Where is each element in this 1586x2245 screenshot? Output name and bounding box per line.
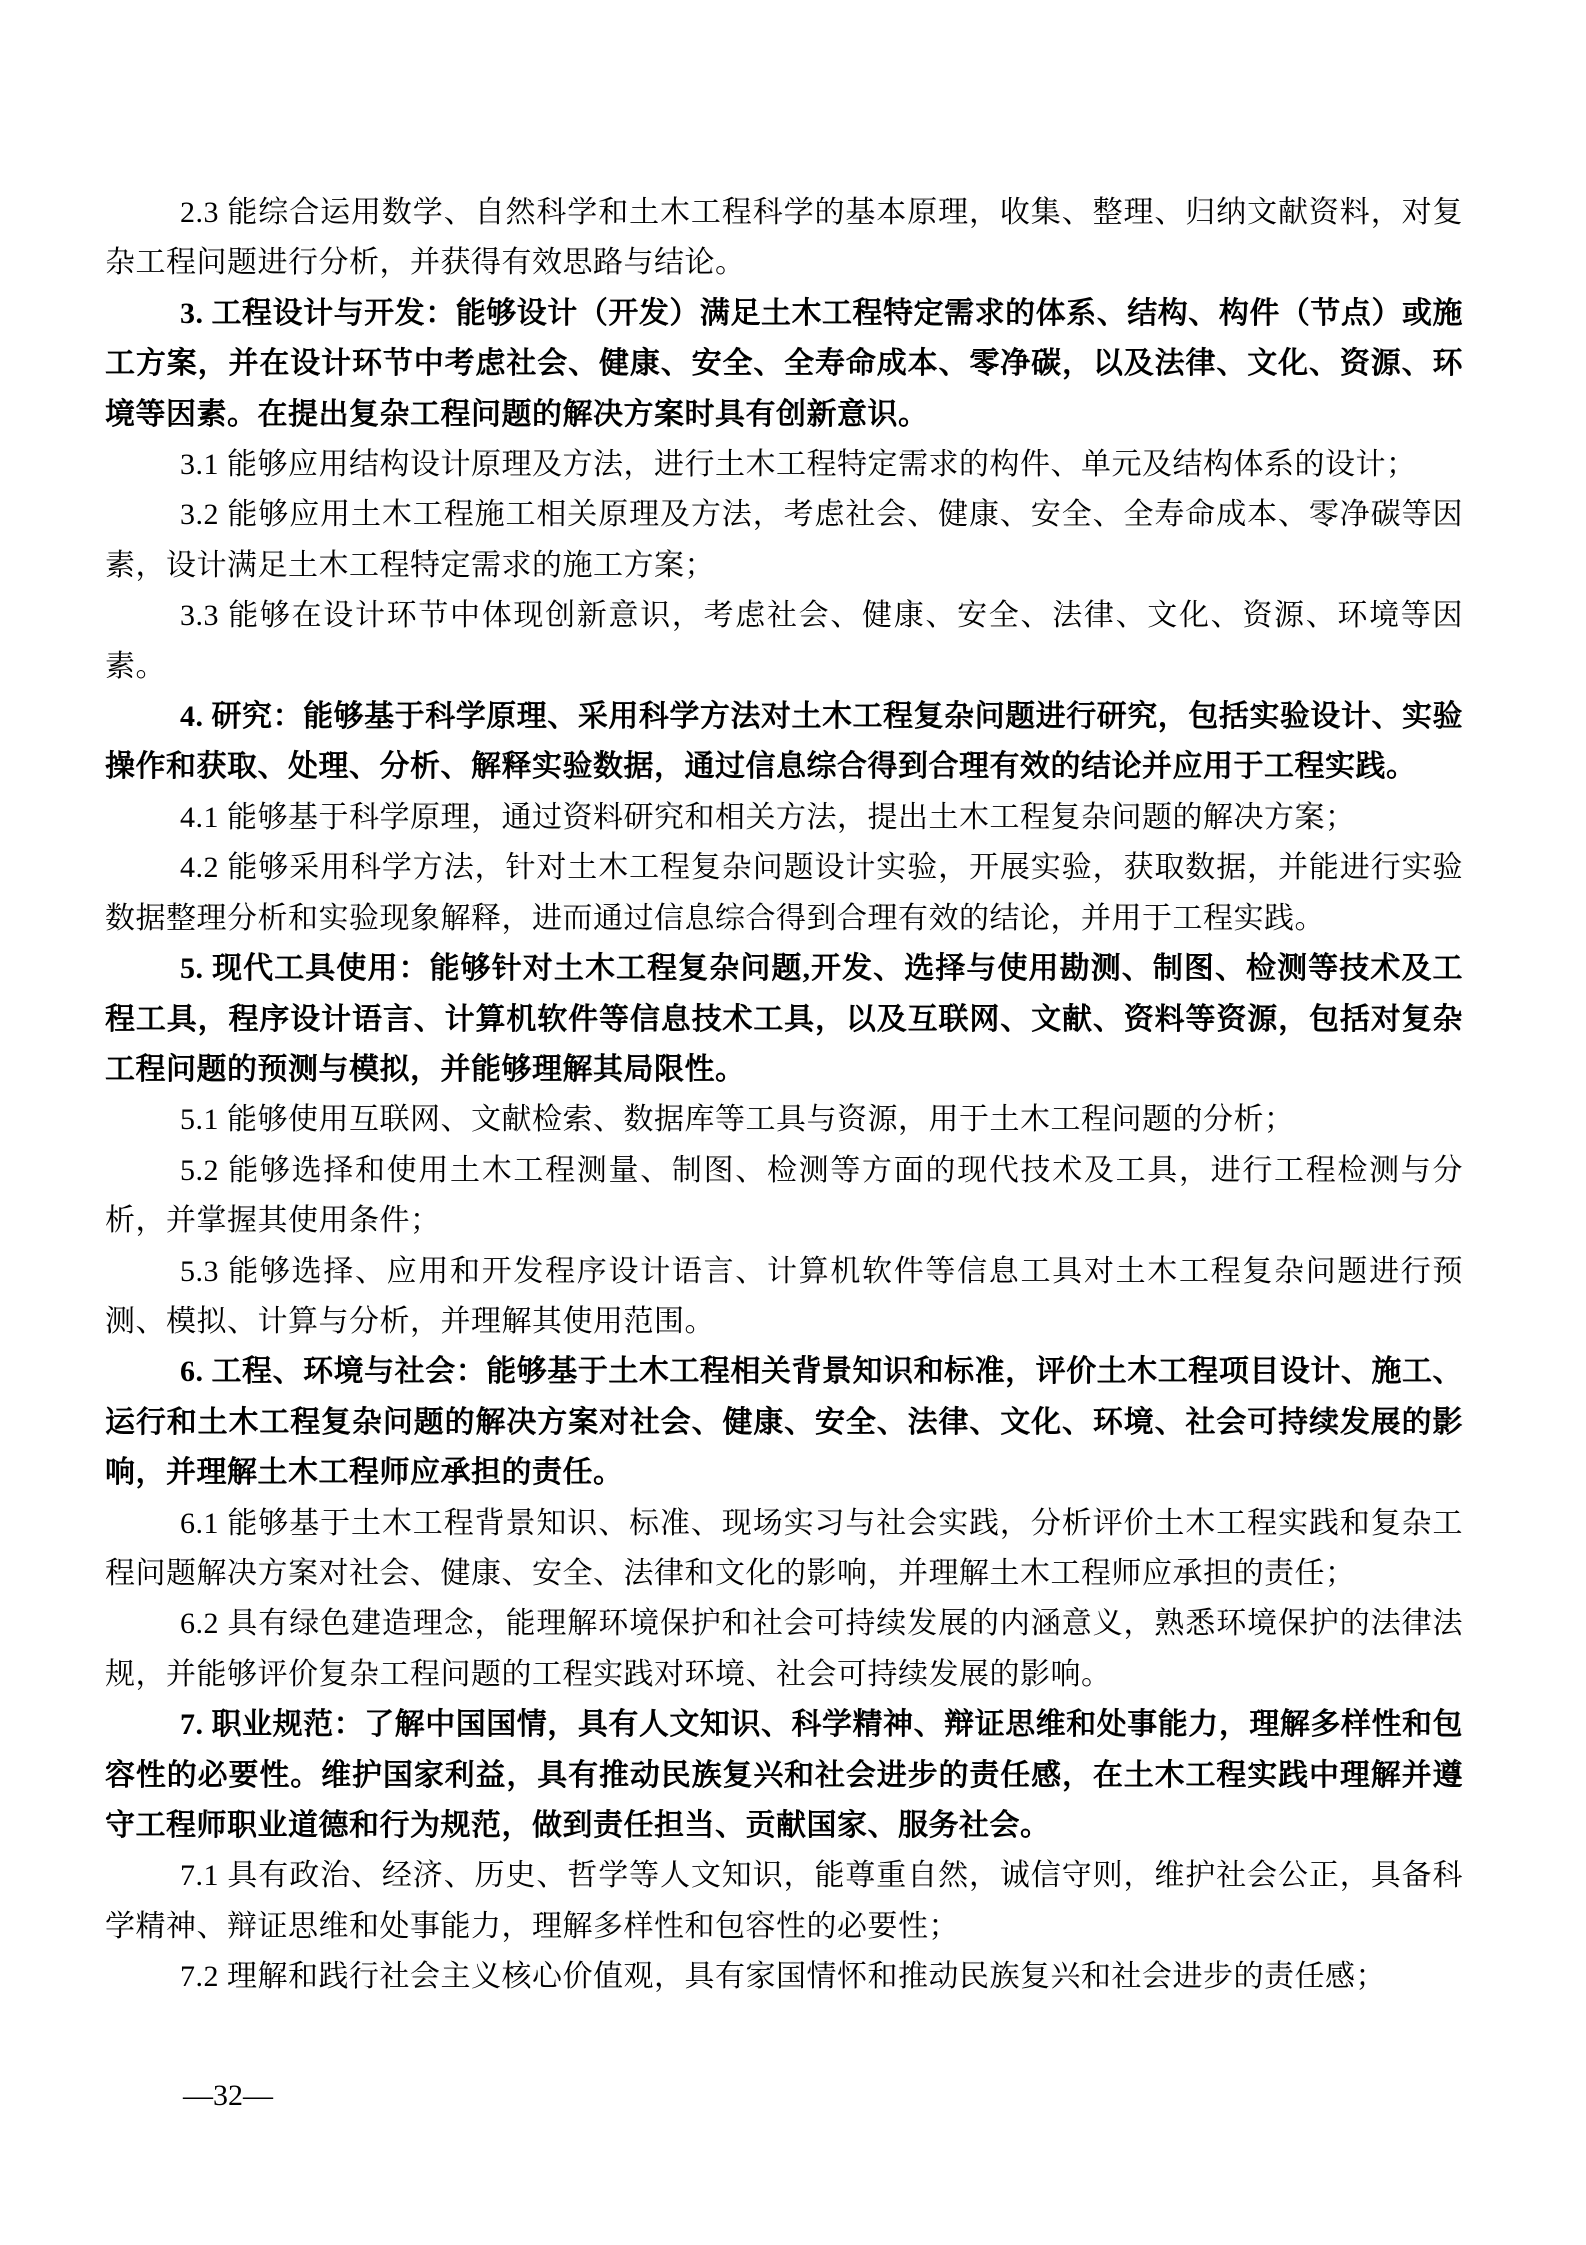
paragraph-3: 3. 工程设计与开发：能够设计（开发）满足土木工程特定需求的体系、结构、构件（节点）或施工方案，并在设计环节中考虑社会、健康、安全、全寿命成本、零净碳，以及法律、文化、资源、环境等因素。在提出复杂工程问题的解决方案时具有创新意识。 <box>105 296 1463 431</box>
paragraph-5-2: 5.2 能够选择和使用土木工程测量、制图、检测等方面的现代技术及工具，进行工程检测与分析，并掌握其使用条件； <box>105 1153 1463 1238</box>
paragraph-5: 5. 现代工具使用：能够针对土木工程复杂问题,开发、选择与使用勘测、制图、检测等技术及工程工具，程序设计语言、计算机软件等信息技术工具，以及互联网、文献、资料等资源，包括对复杂工程问题的预测与模拟，并能够理解其局限性。 <box>105 952 1463 1086</box>
paragraph-6: 6. 工程、环境与社会：能够基于土木工程相关背景知识和标准，评价土木工程项目设计、施工、运行和土木工程复杂问题的解决方案对社会、健康、安全、法律、文化、环境、社会可持续发展的影响，并理解土木工程师应承担的责任。 <box>105 1355 1463 1490</box>
page-number: —32— <box>183 2079 273 2112</box>
paragraph-2-3: 2.3 能综合运用数学、自然科学和土木工程科学的基本原理，收集、整理、归纳文献资料，对复杂工程问题进行分析，并获得有效思路与结论。 <box>105 196 1463 280</box>
paragraph-5-1: 5.1 能够使用互联网、文献检索、数据库等工具与资源，用于土木工程问题的分析； <box>180 1103 1295 1137</box>
paragraph-3-3: 3.3 能够在设计环节中体现创新意识，考虑社会、健康、安全、法律、文化、资源、环境等因素。 <box>105 599 1463 683</box>
paragraph-3-1: 3.1 能够应用结构设计原理及方法，进行土木工程特定需求的构件、单元及结构体系的设计； <box>180 448 1417 482</box>
paragraph-7-2: 7.2 理解和践行社会主义核心价值观，具有家国情怀和推动民族复兴和社会进步的责任感； <box>180 1960 1386 1994</box>
document-body <box>105 188 1463 2003</box>
paragraph-4: 4. 研究：能够基于科学原理、采用科学方法对土木工程复杂问题进行研究，包括实验设计、实验操作和获取、处理、分析、解释实验数据，通过信息综合得到合理有效的结论并应用于工程实践。 <box>105 700 1463 784</box>
paragraph-7-1: 7.1 具有政治、经济、历史、哲学等人文知识，能尊重自然，诚信守则，维护社会公正，具备科学精神、辩证思维和处事能力，理解多样性和包容性的必要性； <box>105 1859 1463 1943</box>
paragraph-3-2: 3.2 能够应用土木工程施工相关原理及方法，考虑社会、健康、安全、全寿命成本、零净碳等因素，设计满足土木工程特定需求的施工方案； <box>105 498 1463 582</box>
paragraph-4-1: 4.1 能够基于科学原理，通过资料研究和相关方法，提出土木工程复杂问题的解决方案； <box>180 800 1356 834</box>
paragraph-7: 7. 职业规范：了解中国国情，具有人文知识、科学精神、辩证思维和处事能力，理解多样性和包容性的必要性。维护国家利益，具有推动民族复兴和社会进步的责任感，在土木工程实践中理解并遵守工程师职业道德和行为规范，做到责任担当、贡献国家、服务社会。 <box>105 1708 1463 1842</box>
paragraph-6-2: 6.2 具有绿色建造理念，能理解环境保护和社会可持续发展的内涵意义，熟悉环境保护的法律法规，并能够评价复杂工程问题的工程实践对环境、社会可持续发展的影响。 <box>105 1607 1463 1691</box>
paragraph-6-1: 6.1 能够基于土木工程背景知识、标准、现场实习与社会实践，分析评价土木工程实践和复杂工程问题解决方案对社会、健康、安全、法律和文化的影响，并理解土木工程师应承担的责任； <box>105 1506 1463 1590</box>
paragraph-4-2: 4.2 能够采用科学方法，针对土木工程复杂问题设计实验，开展实验，获取数据，并能进行实验数据整理分析和实验现象解释，进而通过信息综合得到合理有效的结论，并用于工程实践。 <box>105 851 1463 935</box>
paragraph-5-3: 5.3 能够选择、应用和开发程序设计语言、计算机软件等信息工具对土木工程复杂问题进行预测、模拟、计算与分析，并理解其使用范围。 <box>105 1254 1463 1338</box>
